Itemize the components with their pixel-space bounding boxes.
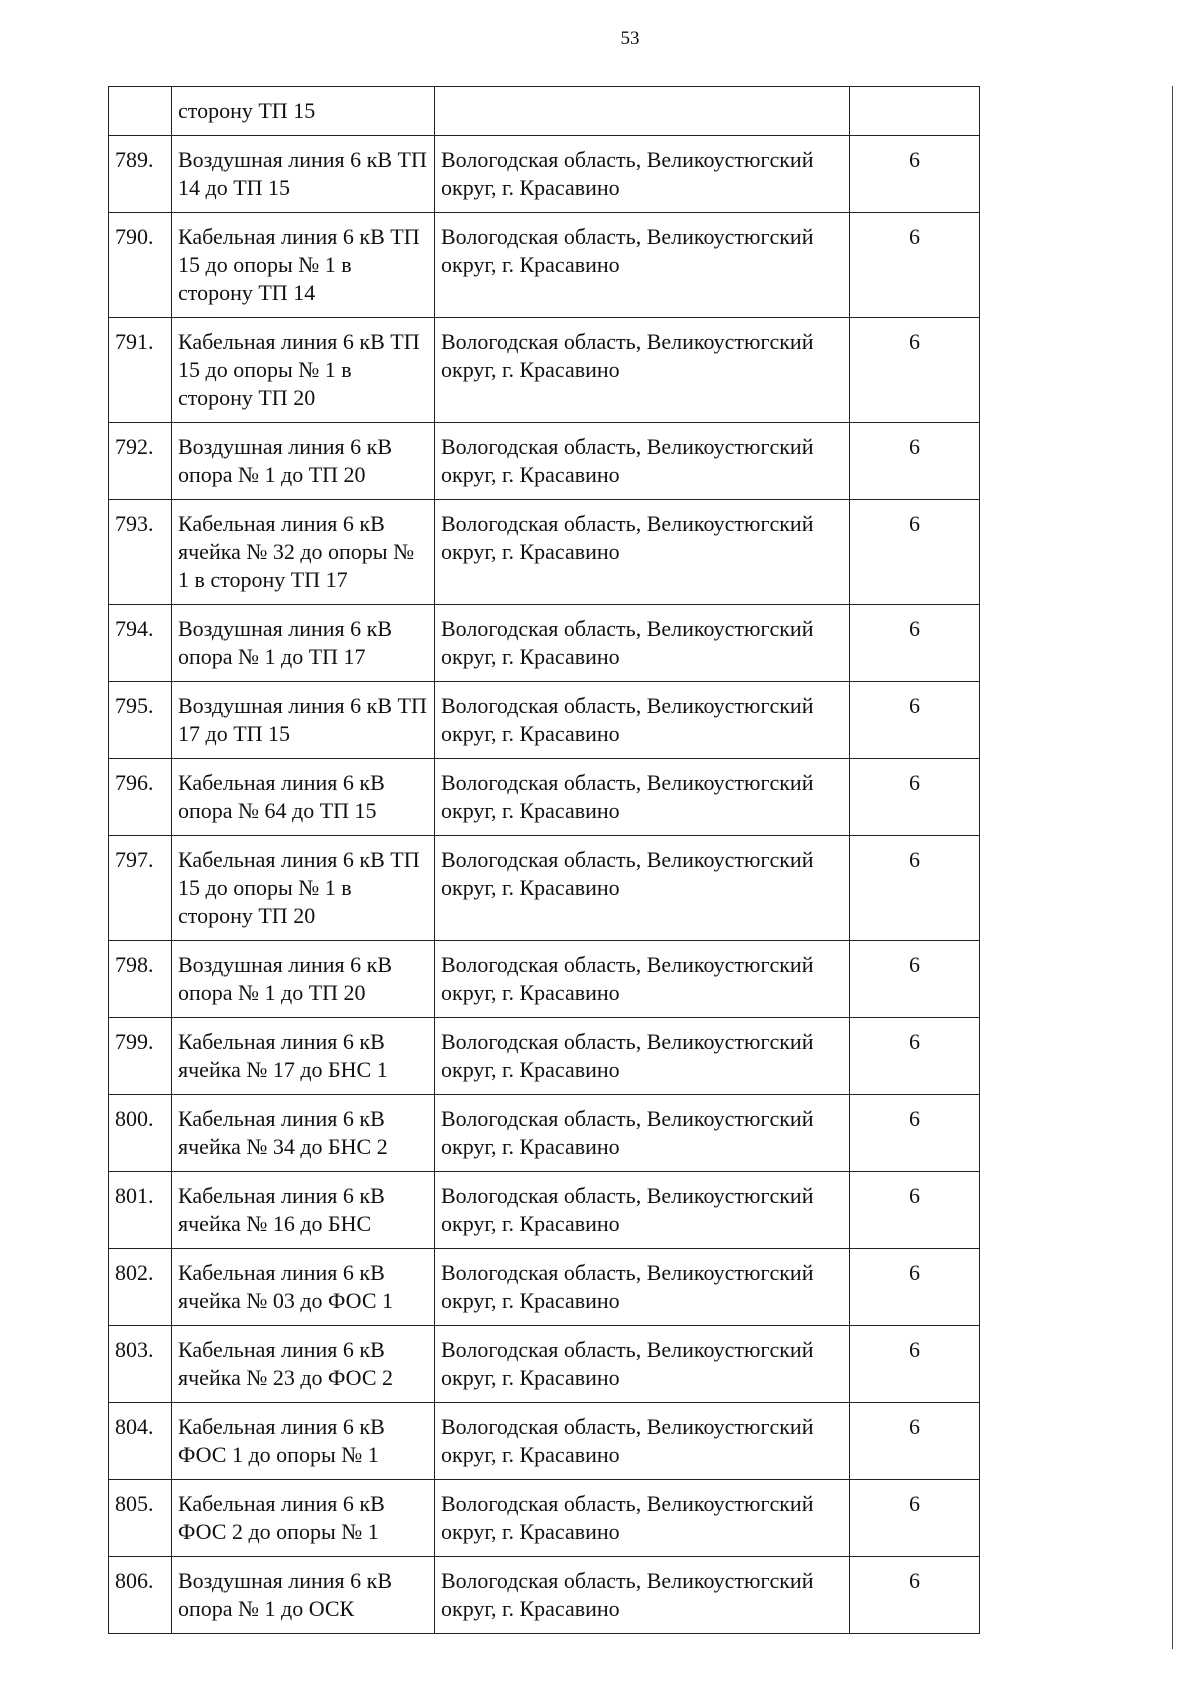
location-cell: Вологодская область, Великоустюгский округ, г. Красавино xyxy=(435,318,850,423)
location-cell: Вологодская область, Великоустюгский округ, г. Красавино xyxy=(435,759,850,836)
voltage-cell: 6 xyxy=(850,682,980,759)
voltage-cell: 6 xyxy=(850,500,980,605)
location-cell: Вологодская область, Великоустюгский округ, г. Красавино xyxy=(435,1249,850,1326)
table-row xyxy=(109,1480,980,1557)
line-name-cell: Воздушная линия 6 кВ ТП 17 до ТП 15 xyxy=(172,682,435,759)
line-name-cell: Кабельная линия 6 кВ ячейка № 23 до ФОС 2 xyxy=(172,1326,435,1403)
location-cell: Вологодская область, Великоустюгский округ, г. Красавино xyxy=(435,1403,850,1480)
location-cell xyxy=(435,87,850,136)
location-cell: Вологодская область, Великоустюгский округ, г. Красавино xyxy=(435,136,850,213)
row-number-cell: 804. xyxy=(109,1403,172,1480)
line-name-cell: Кабельная линия 6 кВ ячейка № 03 до ФОС 1 xyxy=(172,1249,435,1326)
location-cell: Вологодская область, Великоустюгский округ, г. Красавино xyxy=(435,1018,850,1095)
table-row xyxy=(109,500,980,605)
table-row xyxy=(109,1557,980,1634)
row-number-cell: 790. xyxy=(109,213,172,318)
table-row xyxy=(109,318,980,423)
row-number-cell: 797. xyxy=(109,836,172,941)
row-number-cell: 801. xyxy=(109,1172,172,1249)
row-number-cell: 800. xyxy=(109,1095,172,1172)
table-row xyxy=(109,1403,980,1480)
line-name-cell: Воздушная линия 6 кВ опора № 1 до ТП 17 xyxy=(172,605,435,682)
row-number-cell: 806. xyxy=(109,1557,172,1634)
row-number-cell: 798. xyxy=(109,941,172,1018)
location-cell: Вологодская область, Великоустюгский округ, г. Красавино xyxy=(435,213,850,318)
table-row-continued xyxy=(109,87,980,136)
voltage-cell: 6 xyxy=(850,941,980,1018)
line-name-cell: Кабельная линия 6 кВ опора № 64 до ТП 15 xyxy=(172,759,435,836)
row-number-cell: 799. xyxy=(109,1018,172,1095)
row-number-cell: 793. xyxy=(109,500,172,605)
line-name-cell: Кабельная линия 6 кВ ячейка № 34 до БНС 2 xyxy=(172,1095,435,1172)
table-row xyxy=(109,1095,980,1172)
table-row xyxy=(109,941,980,1018)
voltage-cell: 6 xyxy=(850,136,980,213)
row-number-cell: 803. xyxy=(109,1326,172,1403)
row-number-cell: 792. xyxy=(109,423,172,500)
location-cell: Вологодская область, Великоустюгский округ, г. Красавино xyxy=(435,605,850,682)
voltage-cell: 6 xyxy=(850,605,980,682)
page-number: 53 xyxy=(620,28,640,49)
registry-table xyxy=(108,86,980,1634)
voltage-cell xyxy=(850,87,980,136)
voltage-cell: 6 xyxy=(850,1480,980,1557)
table-row xyxy=(109,759,980,836)
row-number-cell: 789. xyxy=(109,136,172,213)
row-number-cell: 794. xyxy=(109,605,172,682)
table-row xyxy=(109,605,980,682)
line-name-cell: Кабельная линия 6 кВ ТП 15 до опоры № 1 в сторону ТП 20 xyxy=(172,318,435,423)
voltage-cell: 6 xyxy=(850,1018,980,1095)
line-name-cell: Кабельная линия 6 кВ ячейка № 17 до БНС 1 xyxy=(172,1018,435,1095)
table-row xyxy=(109,136,980,213)
table-row xyxy=(109,836,980,941)
line-name-cell: Воздушная линия 6 кВ опора № 1 до ТП 20 xyxy=(172,423,435,500)
table-row xyxy=(109,1018,980,1095)
line-name-cell: Кабельная линия 6 кВ ячейка № 16 до БНС xyxy=(172,1172,435,1249)
voltage-cell: 6 xyxy=(850,1557,980,1634)
location-cell: Вологодская область, Великоустюгский округ, г. Красавино xyxy=(435,500,850,605)
row-number-cell xyxy=(109,87,172,136)
voltage-cell: 6 xyxy=(850,836,980,941)
line-name-cell: Кабельная линия 6 кВ ФОС 2 до опоры № 1 xyxy=(172,1480,435,1557)
line-name-cell: Кабельная линия 6 кВ ячейка № 32 до опоры № 1 в сторону ТП 17 xyxy=(172,500,435,605)
location-cell: Вологодская область, Великоустюгский округ, г. Красавино xyxy=(435,423,850,500)
table-row xyxy=(109,682,980,759)
row-number-cell: 791. xyxy=(109,318,172,423)
line-name-cell: Воздушная линия 6 кВ опора № 1 до ТП 20 xyxy=(172,941,435,1018)
row-number-cell: 802. xyxy=(109,1249,172,1326)
location-cell: Вологодская область, Великоустюгский округ, г. Красавино xyxy=(435,682,850,759)
voltage-cell: 6 xyxy=(850,213,980,318)
location-cell: Вологодская область, Великоустюгский округ, г. Красавино xyxy=(435,1095,850,1172)
location-cell: Вологодская область, Великоустюгский округ, г. Красавино xyxy=(435,1172,850,1249)
line-name-cell: сторону ТП 15 xyxy=(172,87,435,136)
location-cell: Вологодская область, Великоустюгский округ, г. Красавино xyxy=(435,1557,850,1634)
location-cell: Вологодская область, Великоустюгский округ, г. Красавино xyxy=(435,836,850,941)
voltage-cell: 6 xyxy=(850,759,980,836)
voltage-cell: 6 xyxy=(850,423,980,500)
table-row xyxy=(109,1326,980,1403)
table-row xyxy=(109,1172,980,1249)
location-cell: Вологодская область, Великоустюгский округ, г. Красавино xyxy=(435,941,850,1018)
voltage-cell: 6 xyxy=(850,1095,980,1172)
line-name-cell: Воздушная линия 6 кВ опора № 1 до ОСК xyxy=(172,1557,435,1634)
voltage-cell: 6 xyxy=(850,1326,980,1403)
line-name-cell: Кабельная линия 6 кВ ТП 15 до опоры № 1 в сторону ТП 20 xyxy=(172,836,435,941)
voltage-cell: 6 xyxy=(850,1249,980,1326)
line-name-cell: Воздушная линия 6 кВ ТП 14 до ТП 15 xyxy=(172,136,435,213)
line-name-cell: Кабельная линия 6 кВ ФОС 1 до опоры № 1 xyxy=(172,1403,435,1480)
registry-table-body xyxy=(109,87,980,1634)
voltage-cell: 6 xyxy=(850,1403,980,1480)
voltage-cell: 6 xyxy=(850,1172,980,1249)
table-row xyxy=(109,1249,980,1326)
line-name-cell: Кабельная линия 6 кВ ТП 15 до опоры № 1 в сторону ТП 14 xyxy=(172,213,435,318)
row-number-cell: 796. xyxy=(109,759,172,836)
voltage-cell: 6 xyxy=(850,318,980,423)
location-cell: Вологодская область, Великоустюгский округ, г. Красавино xyxy=(435,1326,850,1403)
location-cell: Вологодская область, Великоустюгский округ, г. Красавино xyxy=(435,1480,850,1557)
row-number-cell: 805. xyxy=(109,1480,172,1557)
right-margin-rule xyxy=(1172,86,1173,1649)
table-row xyxy=(109,213,980,318)
row-number-cell: 795. xyxy=(109,682,172,759)
table-row xyxy=(109,423,980,500)
